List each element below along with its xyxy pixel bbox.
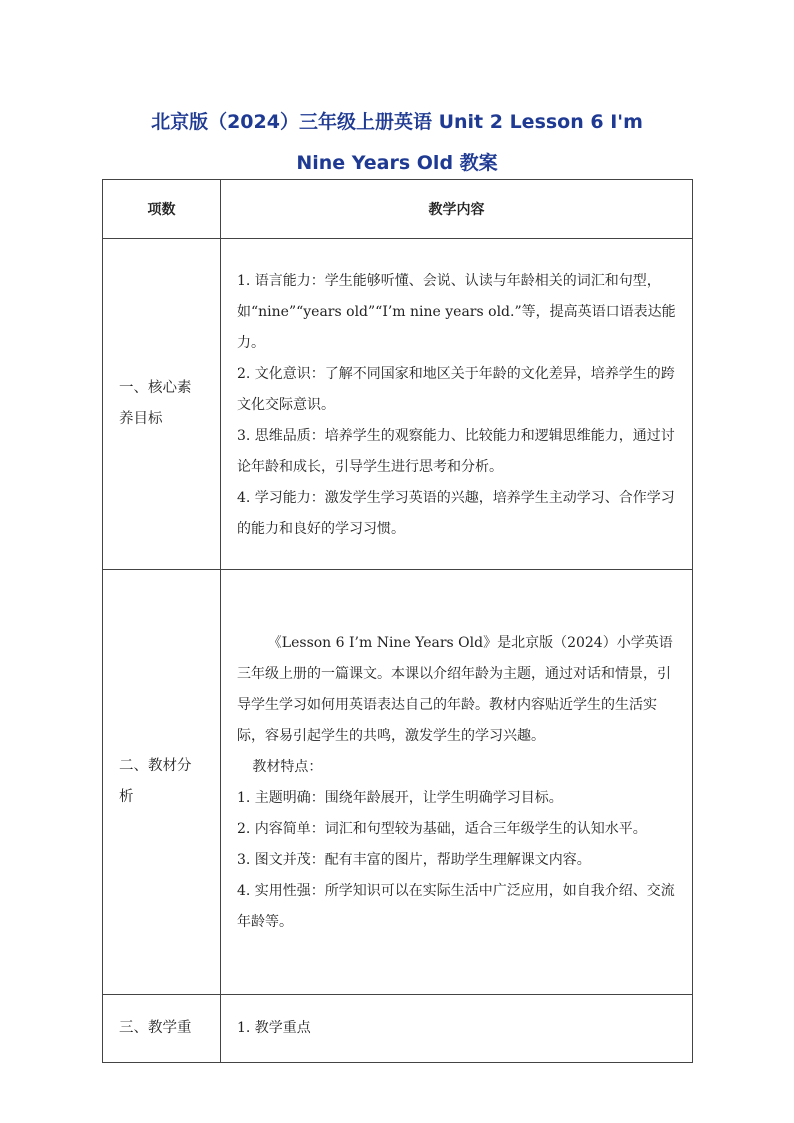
- document-title-line1: 北京版（2024）三年级上册英语 Unit 2 Lesson 6 I'm: [151, 111, 643, 133]
- feature-item: 2. 内容简单：词汇和句型较为基础，适合三年级学生的认知水平。: [237, 821, 647, 837]
- row-content-teaching-focus: [221, 995, 693, 1063]
- table-row: [103, 570, 693, 995]
- lesson-plan-table: [102, 179, 693, 1063]
- table-row: [103, 995, 693, 1063]
- row-label-line: 养目标: [119, 411, 163, 427]
- goal-culture: 2. 文化意识：了解不同国家和地区关于年龄的文化差异，培养学生的跨文化交际意识。: [237, 365, 675, 413]
- table-row: [103, 239, 693, 570]
- textbook-intro: 《Lesson 6 I’m Nine Years Old》是北京版（2024）小学英语三年级上册的一篇课文。本课以介绍年龄为主题，通过对话和情景，引导学生学习如何用英语表达自己的年龄。教材内容贴近学生的生活实际，容易引起学生的共鸣，激发学生的学习兴趣。: [237, 635, 673, 744]
- row-content-textbook-analysis: [221, 570, 693, 995]
- row-label-line: 析: [119, 789, 134, 805]
- goal-language: 1. 语言能力：学生能够听懂、会说、认读与年龄相关的词汇和句型，如“nine”“years old”“I’m nine years old.”等，提高英语口语表达能力。: [237, 272, 676, 351]
- focus-item: 1. 教学重点: [237, 1020, 311, 1036]
- row-label-line: 二、教材分: [119, 758, 192, 774]
- table-header-row: [103, 180, 693, 239]
- row-content-core-goals: [221, 239, 693, 570]
- feature-item: 4. 实用性强：所学知识可以在实际生活中广泛应用，如自我介绍、交流年龄等。: [237, 883, 675, 930]
- header-teaching-content: 教学内容: [221, 180, 693, 239]
- feature-item: 1. 主题明确：围绕年龄展开，让学生明确学习目标。: [237, 790, 563, 806]
- row-label-core-goals: [103, 239, 221, 570]
- feature-item: 3. 图文并茂：配有丰富的图片，帮助学生理解课文内容。: [237, 852, 591, 868]
- goal-thinking: 3. 思维品质：培养学生的观察能力、比较能力和逻辑思维能力，通过讨论年龄和成长，引导学生进行思考和分析。: [237, 427, 675, 475]
- goal-learning: 4. 学习能力：激发学生学习英语的兴趣，培养学生主动学习、合作学习的能力和良好的学习习惯。: [237, 489, 675, 537]
- row-label-line: 一、核心素: [119, 380, 192, 396]
- row-label-teaching-focus: [103, 995, 221, 1063]
- row-label-textbook-analysis: [103, 570, 221, 995]
- row-label-line: 三、教学重: [119, 1020, 192, 1036]
- textbook-features-heading: 教材特点：: [252, 759, 323, 775]
- document-title-line2: Nine Years Old 教案: [296, 152, 498, 174]
- header-item-count: 项数: [103, 180, 221, 239]
